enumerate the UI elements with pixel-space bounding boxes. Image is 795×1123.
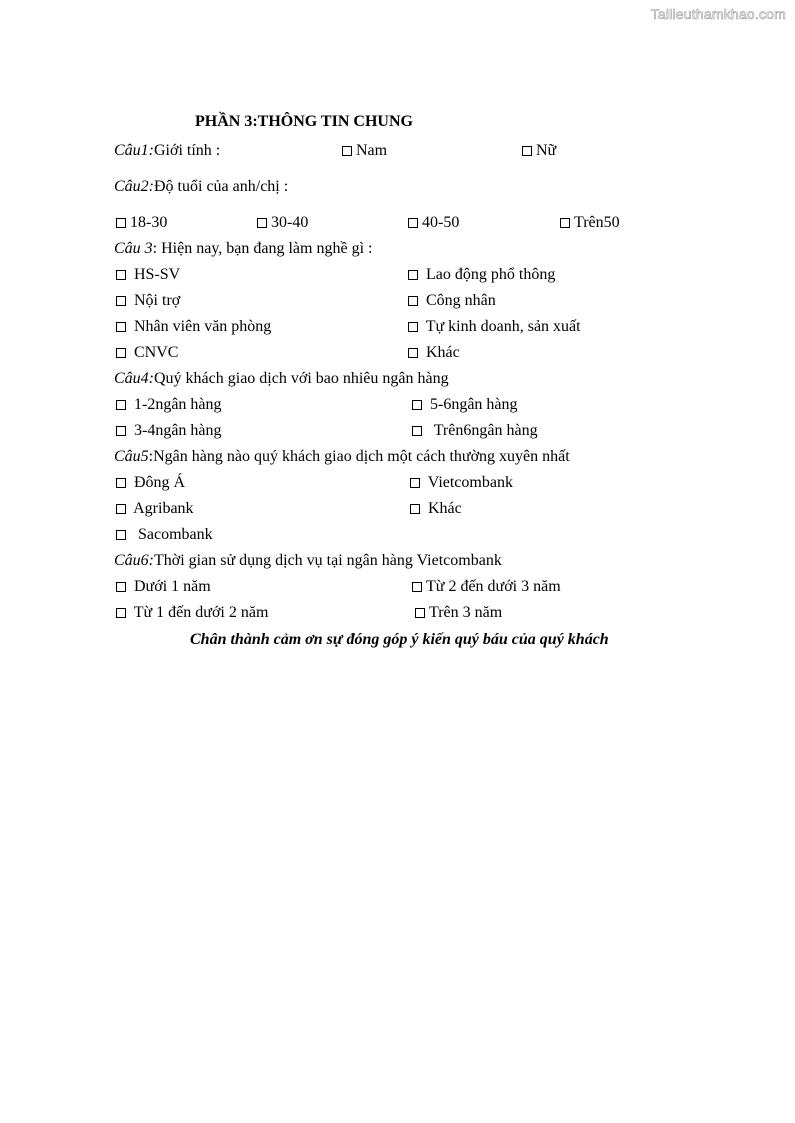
option-tren-3-nam[interactable] (415, 605, 502, 621)
option-label: Tự kinh doanh, sản xuất (425, 318, 581, 335)
option-18-30[interactable] (116, 215, 167, 231)
option-label: 3-4ngân hàng (134, 422, 222, 439)
option-cong-nhan[interactable] (408, 293, 496, 309)
option-label: 30-40 (271, 214, 309, 231)
option-duoi-1-nam[interactable] (116, 579, 211, 595)
question-prefix: Câu4: (114, 370, 154, 387)
option-1-2-ngan-hang[interactable] (116, 397, 222, 413)
checkbox-icon[interactable] (116, 530, 126, 540)
checkbox-icon[interactable] (408, 296, 418, 306)
question-6 (114, 553, 502, 569)
question-text: :Ngân hàng nào quý khách giao dịch một cách thường xuyên nhất (148, 448, 570, 465)
option-label: 40-50 (422, 214, 460, 231)
option-sacombank[interactable] (116, 527, 213, 543)
section-title: PHẦN 3:THÔNG TIN CHUNG (195, 113, 413, 130)
option-tren-6-ngan-hang[interactable] (412, 423, 538, 439)
question-3 (114, 241, 372, 257)
checkbox-icon[interactable] (415, 608, 425, 618)
checkbox-icon[interactable] (412, 426, 422, 436)
option-label: Khác (428, 500, 462, 517)
option-tu-kinh-doanh[interactable] (408, 319, 581, 335)
checkbox-icon[interactable] (408, 218, 418, 228)
option-label: Trên6ngân hàng (433, 422, 538, 439)
checkbox-icon[interactable] (342, 146, 352, 156)
checkbox-icon[interactable] (412, 582, 422, 592)
question-text: Thời gian sử dụng dịch vụ tại ngân hàng Vietcombank (154, 552, 502, 569)
checkbox-icon[interactable] (116, 218, 126, 228)
option-label: Lao động phổ thông (426, 266, 556, 283)
question-5 (114, 449, 570, 465)
option-5-6-ngan-hang[interactable] (412, 397, 518, 413)
option-label: Nhân viên văn phòng (134, 318, 272, 335)
option-label: CNVC (134, 344, 179, 361)
option-tren50[interactable] (560, 215, 620, 231)
option-cnvc[interactable] (116, 345, 178, 361)
option-label: Agribank (133, 500, 194, 517)
closing-note: Chân thành cảm ơn sự đóng góp ý kiến quý báu của quý khách (190, 631, 609, 648)
option-agribank[interactable] (116, 501, 194, 517)
option-label: Nội trợ (134, 292, 181, 309)
checkbox-icon[interactable] (116, 478, 126, 488)
question-text: Độ tuổi của anh/chị : (154, 178, 289, 195)
question-prefix: Câu6: (114, 552, 154, 569)
option-nu[interactable] (522, 143, 556, 159)
question-1 (114, 143, 220, 159)
option-label: Vietcombank (427, 474, 513, 491)
question-2 (114, 179, 288, 195)
question-text: : Hiện nay, bạn đang làm nghề gì : (152, 240, 373, 257)
option-vietcombank[interactable] (410, 475, 513, 491)
checkbox-icon[interactable] (116, 296, 126, 306)
option-label: Dưới 1 năm (134, 578, 211, 595)
option-tu-2-den-duoi-3-nam[interactable] (412, 579, 561, 595)
checkbox-icon[interactable] (116, 608, 126, 618)
checkbox-icon[interactable] (116, 348, 126, 358)
checkbox-icon[interactable] (116, 270, 126, 280)
checkbox-icon[interactable] (116, 322, 126, 332)
option-30-40[interactable] (257, 215, 308, 231)
option-dong-a[interactable] (116, 475, 185, 491)
checkbox-icon[interactable] (116, 426, 126, 436)
watermark: Tailieuthamkhao.com (650, 6, 786, 22)
checkbox-icon[interactable] (410, 504, 420, 514)
option-nhan-vien-van-phong[interactable] (116, 319, 271, 335)
question-prefix: Câu1: (114, 142, 154, 159)
checkbox-icon[interactable] (408, 322, 418, 332)
option-label: 5-6ngân hàng (430, 396, 518, 413)
option-label: 18-30 (130, 214, 168, 231)
option-label: Trên50 (574, 214, 620, 231)
checkbox-icon[interactable] (522, 146, 532, 156)
option-label: Khác (426, 344, 460, 361)
option-40-50[interactable] (408, 215, 459, 231)
question-prefix: Câu2: (114, 178, 154, 195)
option-lao-dong-pho-thong[interactable] (408, 267, 555, 283)
checkbox-icon[interactable] (408, 348, 418, 358)
checkbox-icon[interactable] (116, 582, 126, 592)
option-label: Nữ (536, 142, 557, 159)
option-3-4-ngan-hang[interactable] (116, 423, 222, 439)
checkbox-icon[interactable] (116, 504, 126, 514)
question-text: Quý khách giao dịch với bao nhiêu ngân hàng (154, 370, 449, 387)
option-khac-bank[interactable] (410, 501, 462, 517)
option-label: Sacombank (138, 526, 213, 543)
option-tu-1-den-duoi-2-nam[interactable] (116, 605, 268, 621)
checkbox-icon[interactable] (116, 400, 126, 410)
option-label: HS-SV (134, 266, 181, 283)
option-label: Đông Á (134, 474, 186, 491)
option-label: 1-2ngân hàng (134, 396, 222, 413)
checkbox-icon[interactable] (412, 400, 422, 410)
checkbox-icon[interactable] (410, 478, 420, 488)
option-khac[interactable] (408, 345, 460, 361)
option-hs-sv[interactable] (116, 267, 180, 283)
question-prefix: Câu 3 (114, 240, 153, 257)
checkbox-icon[interactable] (408, 270, 418, 280)
option-label: Nam (356, 142, 388, 159)
checkbox-icon[interactable] (257, 218, 267, 228)
option-label: Công nhân (426, 292, 496, 309)
question-4 (114, 371, 449, 387)
checkbox-icon[interactable] (560, 218, 570, 228)
option-noi-tro[interactable] (116, 293, 180, 309)
question-prefix: Câu5 (114, 448, 149, 465)
option-label: Từ 1 đến dưới 2 năm (133, 604, 269, 621)
option-label: Trên 3 năm (429, 604, 503, 621)
option-nam[interactable] (342, 143, 387, 159)
option-label: Từ 2 đến dưới 3 năm (426, 578, 561, 595)
question-text: Giới tính : (154, 142, 221, 159)
